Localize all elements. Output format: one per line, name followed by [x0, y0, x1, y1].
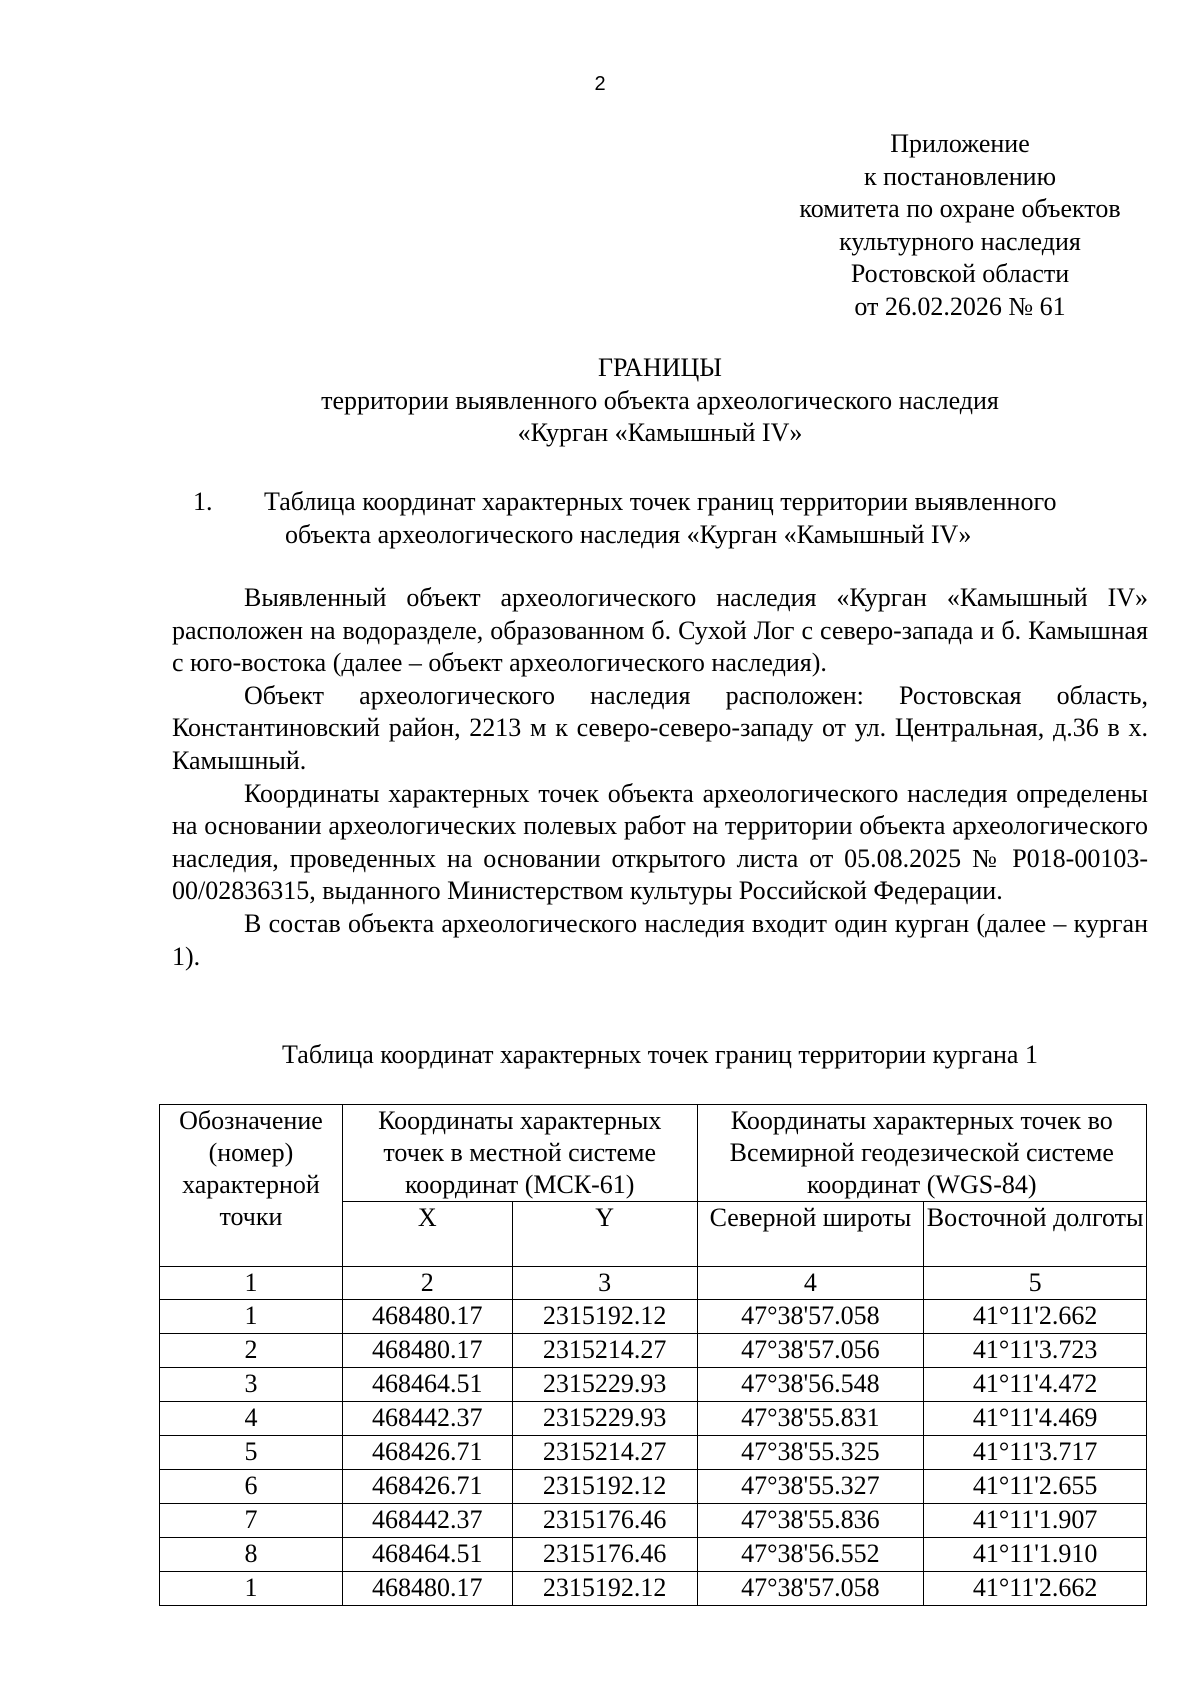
section-title-line: Таблица координат характерных точек границ территории выявленного: [264, 487, 1057, 516]
column-number: 3: [512, 1267, 697, 1300]
document-title: [100, 352, 1200, 450]
cell-point: 5: [160, 1436, 343, 1470]
appendix-line: комитета по охране объектов: [799, 194, 1121, 223]
page-number: 2: [594, 73, 606, 95]
column-number: 4: [697, 1267, 924, 1300]
cell-x: 468480.17: [342, 1334, 512, 1368]
table-caption: Таблица координат характерных точек границ территории кургана 1: [282, 1040, 1038, 1069]
column-number: 5: [924, 1267, 1147, 1300]
table-row: [160, 1334, 1147, 1368]
appendix-line: к постановлению: [863, 161, 1057, 191]
cell-y: 2315229.93: [512, 1402, 697, 1436]
column-number: 2: [342, 1267, 512, 1300]
cell-x: 468442.37: [342, 1402, 512, 1436]
header-x: X: [342, 1202, 512, 1267]
cell-point: 8: [160, 1538, 343, 1572]
cell-lat: 47°38'55.836: [697, 1504, 924, 1538]
body-text: [172, 582, 1148, 973]
cell-lon: 41°11'4.469: [924, 1402, 1147, 1436]
cell-lat: 47°38'56.548: [697, 1368, 924, 1402]
cell-x: 468464.51: [342, 1368, 512, 1402]
cell-x: 468464.51: [342, 1538, 512, 1572]
header-lat: Северной широты: [697, 1202, 924, 1267]
table-row: [160, 1300, 1147, 1334]
cell-lon: 41°11'3.717: [924, 1436, 1147, 1470]
cell-lon: 41°11'1.910: [924, 1538, 1147, 1572]
table-row: [160, 1504, 1147, 1538]
cell-point: 6: [160, 1470, 343, 1504]
paragraph: Объект археологического наследия расположен: Ростовская область, Константиновский район, 2213 м к северо-северо-западу от ул. Центральная, д.36 в х. Камышный.: [172, 680, 1148, 775]
paragraph: Выявленный объект археологического наследия «Курган «Камышный IV» расположен на водоразделе, образованном б. Сухой Лог с северо-запада и б. Камышная с юго-востока (далее – объект археологического наследия).: [172, 583, 1148, 678]
header-point: Обозначение (номер) характерной точки: [160, 1105, 343, 1267]
coordinates-table: [159, 1104, 1147, 1606]
cell-lat: 47°38'57.058: [697, 1300, 924, 1334]
table-row: [160, 1572, 1147, 1606]
cell-lon: 41°11'2.662: [924, 1572, 1147, 1606]
title-heading: ГРАНИЦЫ: [598, 353, 722, 382]
cell-x: 468426.71: [342, 1470, 512, 1504]
column-number: 1: [160, 1267, 343, 1300]
paragraph: Координаты характерных точек объекта археологического наследия определены на основании археологических полевых работ на территории объекта археологического наследия, проведенных на основании открытого листа от 05.08.2025 № Р018-00103-00/02836315, выданного Министерством культуры Российской Федерации.: [172, 778, 1148, 906]
title-line: «Курган «Камышный IV»: [517, 418, 803, 447]
cell-lon: 41°11'2.662: [924, 1300, 1147, 1334]
table-row: [160, 1368, 1147, 1402]
cell-y: 2315176.46: [512, 1504, 697, 1538]
table-row: [160, 1402, 1147, 1436]
cell-lat: 47°38'55.325: [697, 1436, 924, 1470]
cell-y: 2315192.12: [512, 1572, 697, 1606]
table-row: [160, 1538, 1147, 1572]
appendix-line: от 26.02.2026 № 61: [854, 291, 1066, 321]
header-local-system: Координаты характерных точек в местной системе координат (МСК-61): [342, 1105, 697, 1202]
section-number: 1.: [193, 487, 213, 516]
table-row: [160, 1436, 1147, 1470]
cell-point: 4: [160, 1402, 343, 1436]
appendix-line: Приложение: [890, 129, 1030, 158]
cell-lat: 47°38'57.056: [697, 1334, 924, 1368]
cell-point: 2: [160, 1334, 343, 1368]
appendix-line: культурного наследия: [839, 226, 1081, 256]
section-title-line: объекта археологического наследия «Курган «Камышный IV»: [285, 519, 972, 549]
table-row: [160, 1470, 1147, 1504]
cell-lon: 41°11'4.472: [924, 1368, 1147, 1402]
paragraph: В состав объекта археологического наследия входит один курган (далее – курган 1).: [172, 908, 1148, 971]
cell-lon: 41°11'1.907: [924, 1504, 1147, 1538]
cell-x: 468480.17: [342, 1300, 512, 1334]
cell-y: 2315229.93: [512, 1368, 697, 1402]
cell-point: 1: [160, 1572, 343, 1606]
cell-lon: 41°11'2.655: [924, 1470, 1147, 1504]
appendix-block: [740, 128, 1180, 323]
cell-y: 2315214.27: [512, 1436, 697, 1470]
cell-point: 3: [160, 1368, 343, 1402]
header-lon: Восточной долготы: [924, 1202, 1147, 1267]
cell-y: 2315214.27: [512, 1334, 697, 1368]
cell-point: 7: [160, 1504, 343, 1538]
cell-lat: 47°38'57.058: [697, 1572, 924, 1606]
cell-lon: 41°11'3.723: [924, 1334, 1147, 1368]
cell-point: 1: [160, 1300, 343, 1334]
cell-x: 468480.17: [342, 1572, 512, 1606]
cell-lat: 47°38'56.552: [697, 1538, 924, 1572]
header-y: Y: [512, 1202, 697, 1267]
cell-x: 468442.37: [342, 1504, 512, 1538]
cell-lat: 47°38'55.831: [697, 1402, 924, 1436]
header-wgs-system: Координаты характерных точек во Всемирной геодезической системе координат (WGS-84): [697, 1105, 1146, 1202]
cell-y: 2315176.46: [512, 1538, 697, 1572]
cell-lat: 47°38'55.327: [697, 1470, 924, 1504]
cell-x: 468426.71: [342, 1436, 512, 1470]
cell-y: 2315192.12: [512, 1300, 697, 1334]
appendix-line: Ростовской области: [850, 259, 1070, 288]
cell-y: 2315192.12: [512, 1470, 697, 1504]
title-line: территории выявленного объекта археологического наследия: [321, 385, 999, 415]
